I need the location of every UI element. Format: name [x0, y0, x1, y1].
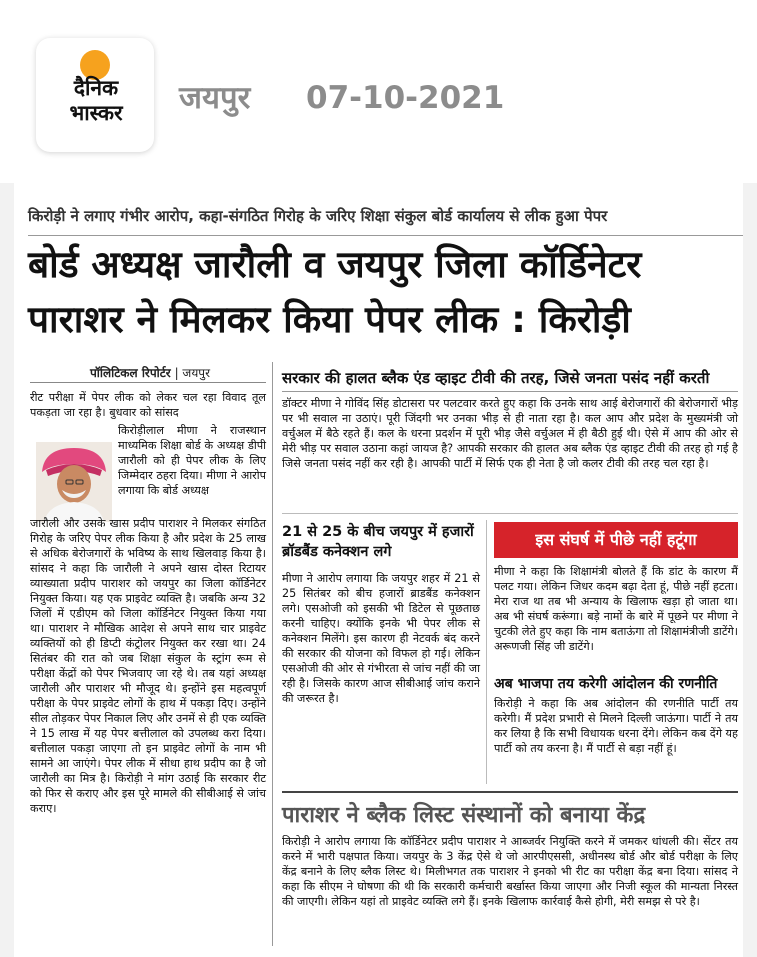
body-paragraph: मीणा ने आरोप लगाया कि जयपुर शहर में 21 से 25 सितंबर को बीच हजारों ब्राडबैंड कनेक्शन लगे। एसओजी को इसकी भी डिटेल से पूछताछ करनी चाहिए। क्योंकि इनके भी पेपर लीक से कनेक्शन मिलेंगे। इस कारण ही नेटवर्क बंद करने की सरकार की योजना को विफल हो गई। लेकिन एसओजी की ओर से गंभीरता से जांच नहीं की जा रही है। जिसके कारण आज सीबीआई जांच कराने की जरूरत है।	[282, 572, 480, 705]
politician-photo	[36, 442, 112, 522]
column-divider	[272, 362, 273, 946]
body-paragraph: जारौली और उसके खास प्रदीप पाराशर ने मिलकर संगठित गिरोह के जरिए पेपर लीक किया है और प्रदेश के 25 लाख से अधिक बेरोजगारों के भविष्य के साथ खिलवाड़ किया है। सांसद ने कहा कि जारौली ने अपने खास दोस्त रिटायर व्याख्याता प्रदीप पाराशर को जयपुर का जिला कॉर्डिनेटर नियुक्त किया। यह एक प्राइवेट व्यक्ति है। जबकि अन्य 32 जिलों में एडीएम को जिला कॉर्डिनेटर नियुक्त किया गया था। पाराशर ने मौखिक आदेश से अपने साथ चार प्राइवेट व्यक्तियों को ही डिप्टी कंट्रोलर नियुक्त कर रखा था। 24 सितंबर की रात को जब शिक्षा संकुल के स्ट्रांग रूम से परीक्षा केंद्रों को पेपर भिजवाए जा रहे थे। तब यहां अध्यक्ष जारौली और पाराशर भी मौजूद थे। इन्होंने इस महत्वपूर्ण परीक्षा के पेपर प्राइवेट लोगों के हाथ में पकड़ा दिए। उन्होंने सील तोड़कर पेपर निकाल लिए और उनमें से ही एक व्यक्ति ने 15 लाख में यह पेपर बत्तीलाल को उपलब्ध करा दिया। बत्तीलाल पकड़ा जाएगा तो इन प्राइवेट लोगों के नाम भी सामने आ जाएंगे। पेपर लीक में सीधा हाथ प्रदीप का है जो जारौली का मित्र है। किरोड़ी ने मांग उठाई कि सरकार रीट को फिर से कराए और इस पूरे मामले की सीबीआई से जांच कराए।	[30, 517, 266, 815]
body-paragraph: किरोड़ी ने कहा कि अब आंदोलन की रणनीति पार्टी तय करेगी। मैं प्रदेश प्रभारी से मिलने दिल्ली जाऊंगा। पार्टी ने तय कर लिया है कि सभी विधायक धरना देंगे। लेकिन कब देंगे यह पार्टी को तय करना है। मैं पार्टी से बड़ा नहीं हूं।	[494, 697, 738, 755]
logo-text-line1: दैनिक	[73, 75, 119, 100]
article-kicker: किरोड़ी ने लगाए गंभीर आरोप, कहा-संगठित गिरोह के जरिए शिक्षा संकुल बोर्ड कार्यालय से लीक हुआ पेपर	[28, 207, 608, 225]
subhead-parashar: पाराशर ने ब्लैक लिस्ट संस्थानों को बनाया केंद्र	[282, 803, 646, 828]
divider	[282, 513, 738, 514]
column-divider	[486, 520, 487, 784]
divider	[28, 235, 743, 236]
body-paragraph: रीट परीक्षा में पेपर लीक को लेकर चल रहा विवाद तूल पकड़ता जा रहा है। बुधवार को सांसद	[30, 391, 266, 419]
divider	[282, 391, 738, 392]
headline-line2: पाराशर ने मिलकर किया पेपर लीक : किरोड़ी	[28, 298, 631, 341]
logo-text-line2: भास्कर	[69, 100, 123, 125]
body-paragraph: डॉक्टर मीणा ने गोविंद सिंह डोटासरा पर पलटवार करते हुए कहा कि उनके साथ आई बेरोजगारों की बेरोजगारों भीड़ पर भी सवाल ना उठाएं। पूरी जिंदगी भर उनका भीड़ से ही नाता रहा है। कल आप और प्रदेश के मुख्यमंत्री जो वर्चुअल में बैठे रहते हैं। कल के धरना प्रदर्शन में पूरी भीड़ जैसे वर्चुअल में ही बैठी हुई थी। ऐसे में आप की ओर से मेरी भीड़ पर सवाल उठाना कहां जायज है? आपकी सरकार की हालत अब ब्लैक एंड व्हाइट टीवी की तरह हो गई है जिसे जनता पसंद नहीं कर रही है। आपकी पार्टी में सिर्फ एक ही नेता है जो कलर टीवी की तरह चल रहा है।	[282, 397, 738, 470]
subhead-sarkar: सरकार की हालत ब्लैक एंड व्हाइट टीवी की तरह, जिसे जनता पसंद नहीं करती	[282, 369, 710, 387]
subhead-sangharsh-banner: इस संघर्ष में पीछे नहीं हटूंगा	[494, 522, 738, 558]
body-paragraph: मीणा ने कहा कि शिक्षामंत्री बोलते हैं कि डांट के कारण मैं पलट गया। लेकिन जिधर कदम बढ़ा देता हूं, पीछे नहीं हटता। मेरा राज था तब भी अन्याय के खिलाफ खड़ा हो जाता था। अब भी संघर्ष करूंगा। बड़े नामों के बारे में पूछने पर मीणा ने चुटकी लेते हुए कहा कि नाम बताऊंगा तो शिक्षामंत्रीजी डाटेंगे। अरूणजी सिंह जी डाटेंगे।	[494, 565, 738, 653]
body-paragraph: किरोड़ीलाल मीणा ने राजस्थान माध्यमिक शिक्षा बोर्ड के अध्यक्ष डीपी जारौली को ही पेपर लीक के लिए जिम्मेदार ठहरा दिया। मीणा ने आरोप लगाया कि बोर्ड अध्यक्ष	[118, 424, 266, 497]
byline	[30, 364, 270, 381]
subhead-broadband: 21 से 25 के बीच जयपुर में हजारों ब्रॉडबैंड कनेक्शन लगे	[282, 524, 474, 560]
edition-date: 07-10-2021	[306, 80, 505, 116]
headline-line1: बोर्ड अध्यक्ष जारौली व जयपुर जिला कॉर्डिनेटर	[28, 243, 642, 286]
byline-name: पॉलिटिकल रिपोर्टर	[89, 366, 171, 380]
body-paragraph: किरोड़ी ने आरोप लगाया कि कॉर्डिनेटर प्रदीप पाराशर ने आब्जर्वर नियुक्ति करने में जमकर धांधली की। सेंटर तय करने में भारी पक्षपात किया। जयपुर के 3 केंद्र ऐसे थे जो आरपीएससी, अधीनस्थ बोर्ड और बोर्ड परीक्षा के लिए केंद्र बनाने के लिए ब्लैक लिस्ट थे। मिलीभगत तक पाराशर ने इनको भी रीट का परीक्षा केंद्र बना दिया। सांसद ने कहा कि सीएम ने घोषणा की थी कि सरकारी कर्मचारी बर्खास्त किया जाएगा और निजी स्कूल की मान्यता निरस्त की जाएगी। लेकिन यहां तो प्राइवेट व्यक्ति लगे हैं। इनके खिलाफ कार्रवाई कैसे होगी, मेरी समझ से परे है।	[282, 835, 738, 908]
divider	[282, 791, 738, 793]
subhead-bjp: अब भाजपा तय करेगी आंदोलन की रणनीति	[494, 676, 718, 692]
edition-city: जयपुर	[179, 80, 251, 116]
divider	[30, 382, 266, 383]
byline-city: | जयपुर	[174, 366, 211, 380]
